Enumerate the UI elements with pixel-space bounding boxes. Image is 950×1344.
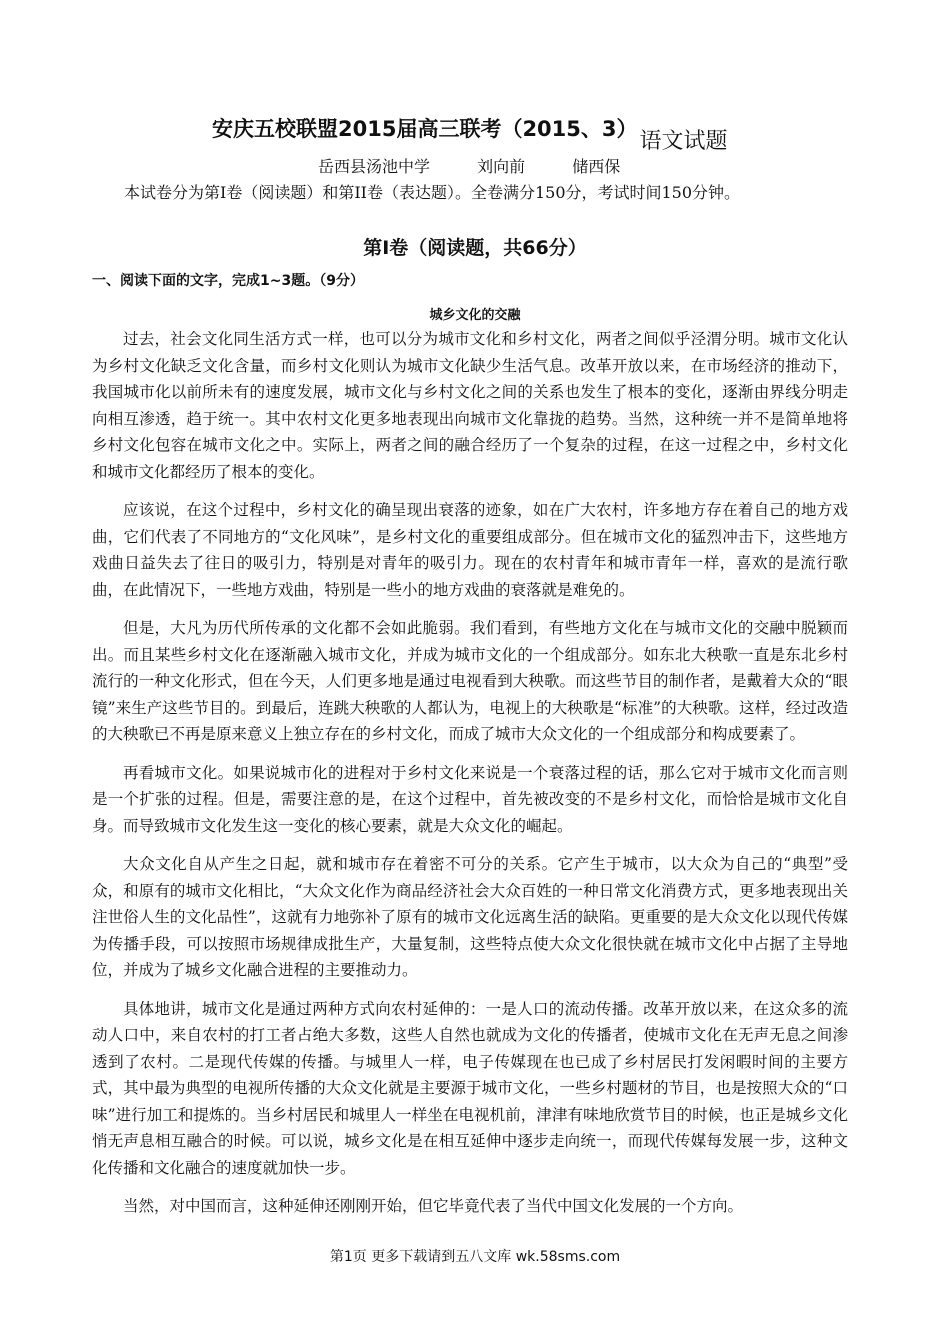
author-name: 刘向前: [477, 157, 526, 176]
article-paragraph: 过去，社会文化同生活方式一样，也可以分为城市文化和乡村文化，两者之间似乎泾渭分明。城市文化认为乡村文化缺乏文化含量，而乡村文化则认为城市文化缺少生活气息。改革开放以来，在市场经济的推动下，我国城市化以前所未有的速度发展，城市文化与乡村文化之间的关系也发生了根本的变化，逐渐由界线分明走向相互渗透，趋于统一。其中农村文化更多地表现出向城市文化靠拢的趋势。当然，这种统一并不是简单地将乡村文化包容在城市文化之中。实际上，两者之间的融合经历了一个复杂的过程，在这一过程之中，乡村文化和城市文化都经历了根本的变化。: [92, 330, 848, 481]
author-line: [318, 154, 662, 177]
part-one-title: 第Ⅰ卷（阅读题，共66分）: [363, 237, 587, 259]
article-paragraph: 具体地讲，城市文化是通过两种方式向农村延伸的：一是人口的流动传播。改革开放以来，在这众多的流动人口中，来自农村的打工者占绝大多数，这些人自然也就成为文化的传播者，使城市文化在无声无息之间渗透到了农村。二是现代传媒的传播。与城里人一样，电子传媒现在也已成了乡村居民打发闲暇时间的主要方式，其中最为典型的电视所传播的大众文化就是主要源于城市文化，一些乡村题材的节目，也是按照大众的“口味”进行加工和提炼的。当乡村居民和城里人一样坐在电视机前，津津有味地欣赏节目的时候，也正是城乡文化悄无声息相互融合的时候。可以说，城乡文化是在相互延伸中逐步走向统一，而现代传媒每发展一步，这种文化传播和文化融合的速度就加快一步。: [92, 999, 848, 1177]
exam-instructions: 本试卷分为第Ⅰ卷（阅读题）和第II卷（表达题）。全卷满分150分，考试时间150分钟。: [124, 183, 741, 202]
article-paragraph: 应该说，在这个过程中，乡村文化的确呈现出衰落的迹象，如在广大农村，许多地方存在着自己的地方戏曲，它们代表了不同地方的“文化风味”，是乡村文化的重要组成部分。但在城市文化的猛烈冲击下，这些地方戏曲日益失去了往日的吸引力，特别是对青年的吸引力。现在的农村青年和城市青年一样，喜欢的是流行歌曲，在此情况下，一些地方戏曲，特别是一些小的地方戏曲的衰落就是难免的。: [92, 501, 848, 599]
article-paragraph: 当然，对中国而言，这种延伸还刚刚开始，但它毕竟代表了当代中国文化发展的一个方向。: [123, 1197, 744, 1215]
page-footer: 第1页 更多下载请到五八文库 wk.58sms.com: [329, 1249, 621, 1265]
article-body: [92, 326, 848, 1232]
question-heading: 一、阅读下面的文字，完成1~3题。（9分）: [92, 273, 364, 289]
article-title: 城乡文化的交融: [429, 308, 521, 323]
exam-title: [212, 112, 812, 154]
article-paragraph: 再看城市文化。如果说城市化的进程对于乡村文化来说是一个衰落过程的话，那么它对于城市文化而言则是一个扩张的过程。但是，需要注意的是，在这个过程中，首先被改变的不是乡村文化，而恰恰是城市文化自身。而导致城市文化发生这一变化的核心要素，就是大众文化的崛起。: [92, 763, 848, 835]
author-school: 岳西县汤池中学: [318, 157, 431, 176]
author-name: 储西保: [572, 157, 621, 176]
article-paragraph: 但是，大凡为历代所传承的文化都不会如此脆弱。我们看到，有些地方文化在与城市文化的交融中脱颖而出。而且某些乡村文化在逐渐融入城市文化，并成为城市文化的一个组成部分。如东北大秧歌一直是东北乡村流行的一种文化形式，但在今天，人们更多地是通过电视看到大秧歌。而这些节目的制作者，是戴着大众的“眼镜”来生产这些节目的。到最后，连跳大秧歌的人都认为，电视上的大秧歌是“标准”的大秧歌。这样，经过改造的大秧歌已不再是原来意义上独立存在的乡村文化，而成了城市大众文化的一个组成部分和构成要素了。: [92, 619, 848, 743]
exam-title-subject: 语文试题: [639, 129, 728, 154]
exam-title-main: 安庆五校联盟2015届高三联考（2015、3）: [212, 117, 638, 141]
article-paragraph: 大众文化自从产生之日起，就和城市存在着密不可分的关系。它产生于城市，以大众为自己的“典型”受众，和原有的城市文化相比，“大众文化作为商品经济社会大众百姓的一种日常文化消费方式，更多地表现出关注世俗人生的文化品性”，这就有力地弥补了原有的城市文化远离生活的缺陷。更重要的是大众文化以现代传媒为传播手段，可以按照市场规律成批生产，大量复制，这些特点使大众文化很快就在城市文化中占据了主导地位，并成为了城乡文化融合进程的主要推动力。: [92, 855, 848, 979]
